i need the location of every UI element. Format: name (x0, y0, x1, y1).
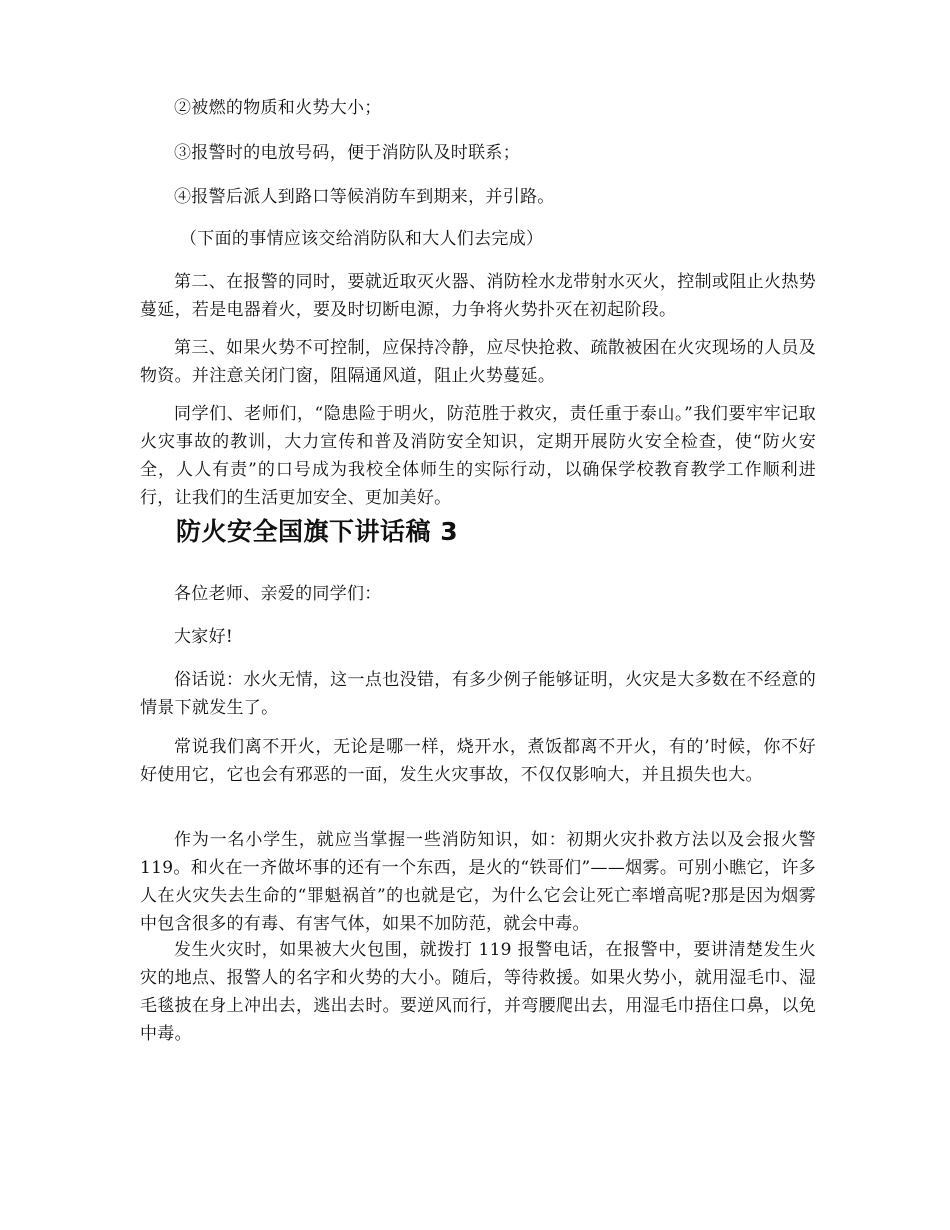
paragraph: 常说我们离不开火，无论是哪一样，烧开水，煮饭都离不开火，有的’时候，你不好好使用它，它也会有邪恶的一面，发生火灾事故，不仅仅影响大，并且损失也大。 (140, 737, 816, 785)
list-item: ③报警时的电放号码，便于消防队及时联系； (174, 143, 520, 163)
section-title: 防火安全国旗下讲话稿 3 (176, 517, 459, 546)
salutation-text: 大家好! (174, 627, 234, 647)
paragraph: 俗话说：水火无情，这一点也没错，有多少例子能够证明，火灾是大多数在不经意的情景下就发生了。 (140, 670, 816, 718)
list-item: ④报警后派人到路口等候消防车到期来，并引路。 (174, 187, 555, 207)
note-text: （下面的事情应该交给消防队和大人们去完成） (180, 229, 544, 249)
greeting-text: 各位老师、亲爱的同学们： (174, 584, 382, 604)
paragraph: 作为一名小学生，就应当掌握一些消防知识，如：初期火灾扑救方法以及会报火警 119。和火在一齐做坏事的还有一个东西，是火的“铁哥们”——烟雾。可别小瞧它，许多人在火灾失去生命的“罪魁祸首”的也就是它，为什么它会让死亡率增高呢?那是因为烟雾中包含很多的有毒、有害气体，如果不加防范，就会中毒。 (140, 830, 816, 934)
paragraph: 发生火灾时，如果被大火包围，就拨打 119 报警电话，在报警中，要讲清楚发生火灾的地点、报警人的名字和火势的大小。随后，等待救援。如果火势小，就用湿毛巾、湿毛毯披在身上冲出去，逃出去时。要逆风而行，并弯腰爬出去，用湿毛巾捂住口鼻，以免中毒。 (140, 940, 816, 1044)
paragraph: 第二、在报警的同时，要就近取灭火器、消防栓水龙带射水灭火，控制或阻止火热势蔓延，若是电器着火，要及时切断电源，力争将火势扑灭在初起阶段。 (140, 272, 816, 320)
paragraph: 同学们、老师们，“隐患险于明火，防范胜于救灾，责任重于泰山。”我们要牢牢记取火灾事故的教训，大力宣传和普及消防安全知识，定期开展防火安全检查，使“防火安全，人人有责”的口号成为我校全体师生的实际行动，以确保学校教育教学工作顺利进行，让我们的生活更加安全、更加美好。 (140, 404, 816, 508)
paragraph: 第三、如果火势不可控制，应保持冷静，应尽快抢救、疏散被困在火灾现场的人员及物资。并注意关闭门窗，阻隔通风道，阻止火势蔓延。 (140, 338, 816, 386)
list-item: ②被燃的物质和火势大小； (174, 98, 382, 118)
